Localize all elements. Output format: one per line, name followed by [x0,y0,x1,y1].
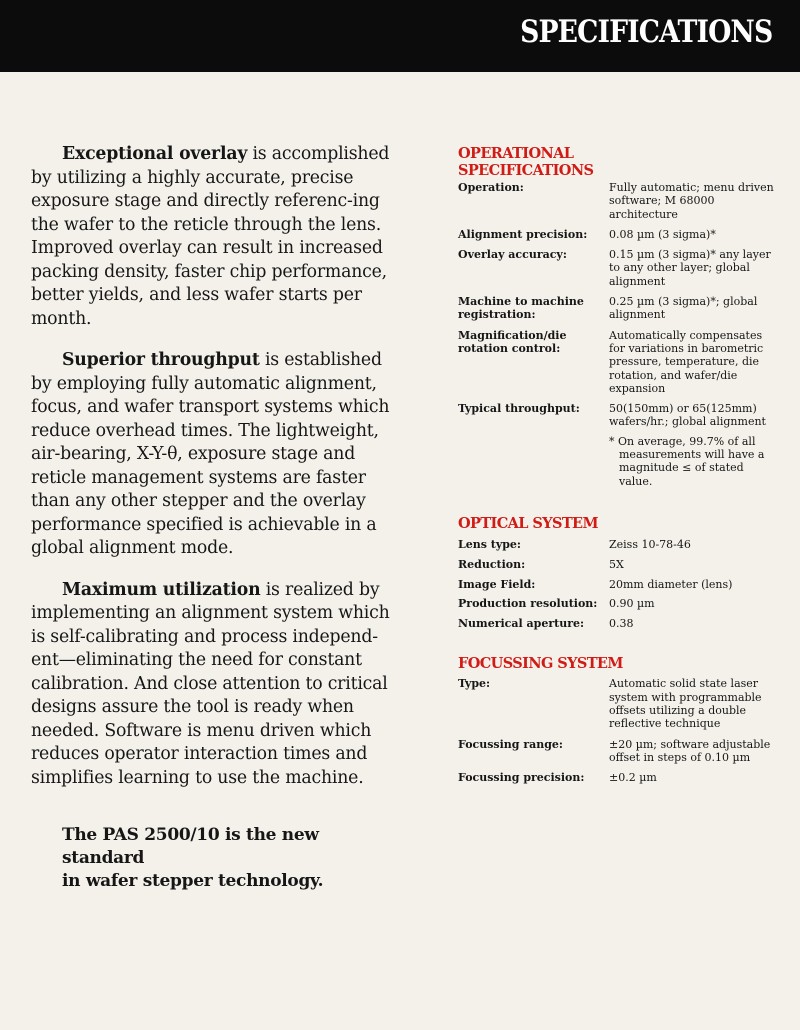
spec-label: Type: [458,677,491,691]
optical-system-section [458,515,778,630]
spec-column [458,145,778,792]
spec-value: 0.15 µm (3 sigma)* any layer to any other layer; global alignment [609,248,771,288]
spec-value: 0.90 µm [609,597,655,611]
spec-table [458,538,778,630]
page-title: SPECIFICATIONS [519,14,772,50]
header-band [0,0,800,72]
spec-label: Alignment precision: [458,227,588,241]
spec-label: Production resolution: [458,597,598,611]
spec-value: 0.08 µm (3 sigma)* [609,227,716,241]
section-title [458,145,778,179]
spec-row [458,578,778,591]
spec-value: ±20 µm; software adjustable offset in steps of 0.10 µm [609,737,771,764]
spec-value: 50(150mm) or 65(125mm) wafers/hr.; global alignment [609,402,766,429]
spec-row [458,329,778,395]
spec-row [458,538,778,551]
focussing-system-section [458,655,778,784]
spec-value: Zeiss 10-78-46 [609,537,691,551]
closing-line: The PAS 2500/10 is the new standard [62,825,319,868]
footnote: * On average, 99.7% of all measurements will have a magnitude ≤ of stated value. [609,434,765,488]
spec-row [458,738,778,765]
spec-value: 20mm diameter (lens) [609,577,733,591]
spec-value: Automatic solid state laser system with programmable offsets utilizing a double reflective technique [609,677,762,731]
spec-value: Fully automatic; menu driven software; M 68000 architecture [609,181,774,221]
spec-row [458,248,778,288]
closing-line: in wafer stepper technology. [62,871,324,891]
spec-label: Focussing range: [458,737,563,751]
spec-row [458,597,778,610]
spec-row [458,295,778,322]
spec-table [458,677,778,784]
spec-row [458,402,778,429]
spec-label: Lens type: [458,537,521,551]
spec-value: 5X [609,557,624,571]
spec-value: ±0.2 µm [609,771,657,785]
section-title-line: SPECIFICATIONS [458,162,594,179]
spec-table [458,181,778,429]
paragraph-lead: Superior throughput [62,350,260,370]
paragraph-body: is established by employing fully automatic alignment, focus, and wafer transport systems which reduce overhead times. The lightweight, air-bearing, X-Y-θ, exposure stage and reticle management systems are faster than any other stepper and the overlay performance specified is achievable in a global alignment mode. [31,350,390,558]
paragraph-overlay [31,143,403,331]
intro-column [31,143,403,893]
spec-row [458,677,778,730]
paragraph-throughput [31,349,403,561]
spec-row [458,228,778,241]
spec-row [458,617,778,630]
spec-label: Reduction: [458,557,526,571]
spec-value: 0.38 [609,617,634,631]
spec-row [458,558,778,571]
spec-label: Overlay accuracy: [458,248,567,262]
spec-label: Image Field: [458,577,536,591]
section-title: OPTICAL SYSTEM [458,514,598,532]
spec-row [458,771,778,784]
spec-label: Focussing precision: [458,771,585,785]
spec-label: Typical throughput: [458,402,580,416]
spec-label: Magnification/die rotation control: [458,328,567,355]
paragraph-lead: Exceptional overlay [62,144,248,164]
closing-statement [31,824,403,893]
spec-label: Numerical aperture: [458,617,585,631]
spec-row [458,181,778,221]
section-title: FOCUSSING SYSTEM [458,655,623,673]
paragraph-body: is accomplished by utilizing a highly accurate, precise exposure stage and directly referenc-ing the wafer to the reticle through the lens. Improved overlay can result in increased packing density, faster chip performance, better yields, and less wafer starts per month. [31,144,390,329]
spec-value: 0.25 µm (3 sigma)*; global alignment [609,295,758,322]
spec-label: Machine to machine registration: [458,295,584,322]
spec-label: Operation: [458,181,524,194]
operational-specs-section [458,145,778,488]
paragraph-body: is realized by implementing an alignment system which is self-calibrating and process independ-ent—eliminating the need for constant calibration. And close attention to critical designs assure the tool is ready when needed. Software is menu driven which reduces operator interaction times and simplifies learning to use the machine. [31,579,390,788]
section-title-line: OPERATIONAL [458,145,574,162]
paragraph-lead: Maximum utilization [62,579,261,600]
paragraph-utilization [31,579,403,791]
spec-value: Automatically compensates for variations in barometric pressure, temperature, die rotation, and wafer/die expansion [609,328,764,395]
